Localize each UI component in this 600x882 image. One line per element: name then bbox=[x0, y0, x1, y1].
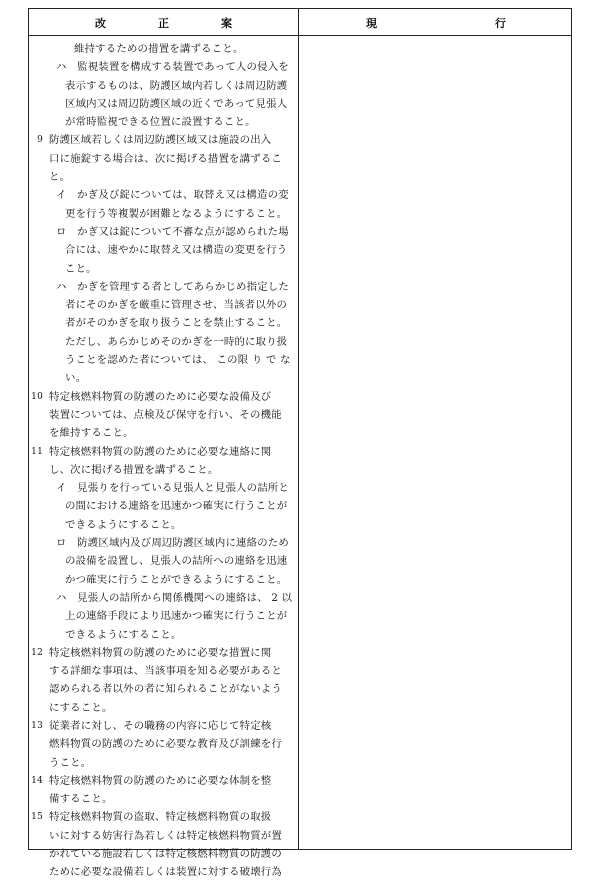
line-text: 従業者に対し、その職務の内容に応じて特定核 bbox=[49, 719, 272, 732]
line-text: こと。 bbox=[65, 262, 97, 275]
text-line bbox=[29, 369, 298, 387]
text-line bbox=[29, 205, 298, 223]
text-line bbox=[29, 680, 298, 698]
text-line bbox=[29, 790, 298, 808]
text-line bbox=[29, 845, 298, 863]
header-current-char-1: 現 bbox=[366, 16, 377, 30]
line-text: 装置については、点検及び保守を行い、その機能 bbox=[49, 408, 282, 421]
text-line bbox=[29, 314, 298, 332]
text-line bbox=[29, 186, 298, 204]
text-line bbox=[29, 113, 298, 131]
line-text: する詳細な事項は、当該事項を知る必要があると bbox=[49, 665, 282, 678]
line-text: 者がそのかぎを取り扱うことを禁止すること。 bbox=[65, 317, 288, 330]
line-text: 更を行う等複製が困難となるようにすること。 bbox=[65, 207, 288, 220]
line-text: と。 bbox=[49, 171, 71, 184]
text-line bbox=[29, 479, 298, 497]
line-text: ただし、あらかじめそのかぎを一時的に取り扱 bbox=[65, 335, 288, 348]
item-number: 11 bbox=[31, 446, 43, 457]
line-text: 燃料物質の防護のために必要な教育及び訓練を行 bbox=[49, 738, 282, 751]
line-text: し、次に掲げる措置を講ずること。 bbox=[49, 463, 219, 476]
line-text: ハ かぎを管理する者としてあらかじめ指定した bbox=[56, 280, 289, 293]
line-text: 特定核燃料物質の盗取、特定核燃料物質の取扱 bbox=[49, 811, 272, 824]
item-number: 13 bbox=[31, 720, 43, 731]
text-line bbox=[29, 772, 298, 790]
text-line bbox=[29, 95, 298, 113]
line-text: 合には、速やかに取替え又は構造の変更を行う bbox=[65, 244, 288, 257]
text-line bbox=[29, 589, 298, 607]
item-number: 9 bbox=[37, 135, 43, 146]
text-line bbox=[29, 516, 298, 534]
text-line bbox=[29, 77, 298, 95]
text-line bbox=[29, 863, 298, 881]
line-text: 者にそのかぎを厳重に管理させ、当該者以外の bbox=[65, 299, 288, 312]
text-line bbox=[29, 168, 298, 186]
text-line bbox=[29, 296, 298, 314]
text-line bbox=[29, 58, 298, 76]
item-number: 12 bbox=[31, 647, 43, 658]
line-text: にすること。 bbox=[49, 701, 113, 714]
line-text: ハ 見張人の詰所から関係機関への連絡は、 2 以 bbox=[56, 591, 293, 604]
line-text: 区域内又は周辺防護区域の近くであって見張人 bbox=[65, 97, 288, 110]
line-text: が常時監視できる位置に設置すること。 bbox=[65, 116, 256, 129]
line-text: 特定核燃料物質の防護のために必要な措置に関 bbox=[49, 646, 272, 659]
line-text: イ 見張りを行っている見張人と見張人の詰所と bbox=[56, 482, 289, 495]
text-line bbox=[29, 131, 298, 149]
text-line bbox=[29, 607, 298, 625]
line-text: できるようにすること。 bbox=[65, 518, 182, 531]
item-number: 14 bbox=[31, 775, 43, 786]
line-text: イ かぎ及び錠については、取替え又は構造の変 bbox=[56, 189, 289, 202]
line-text: うことを認めた者については、 この限 り で な bbox=[65, 354, 291, 367]
text-line bbox=[29, 552, 298, 570]
text-line bbox=[29, 497, 298, 515]
header-current-char-2: 行 bbox=[495, 16, 506, 30]
header-revised-proposal bbox=[29, 9, 298, 36]
text-line bbox=[29, 626, 298, 644]
line-text: ハ 監視装置を構成する装置であって人の侵入を bbox=[56, 61, 289, 74]
header-revised-char-2: 正 bbox=[158, 16, 169, 30]
text-line bbox=[29, 735, 298, 753]
line-text: 備すること。 bbox=[49, 793, 113, 806]
line-text: 表示するものは、防護区域内若しくは周辺防護 bbox=[65, 79, 288, 92]
revised-column-text bbox=[29, 36, 298, 882]
line-text: 特定核燃料物質の防護のために必要な体制を整 bbox=[49, 774, 272, 787]
text-line bbox=[29, 717, 298, 735]
line-text: 特定核燃料物質の防護のために必要な設備及び bbox=[49, 390, 272, 403]
line-text: の設備を設置し、見張人の詰所への連絡を迅速 bbox=[65, 555, 288, 568]
header-revised-char-1: 改 bbox=[95, 16, 106, 30]
text-line bbox=[29, 534, 298, 552]
text-line bbox=[29, 644, 298, 662]
line-text: 維持するための措置を講ずること。 bbox=[74, 43, 244, 55]
text-line bbox=[29, 808, 298, 826]
line-text: 防護区域若しくは周辺防護区域又は施設の出入 bbox=[49, 134, 272, 147]
text-line bbox=[29, 699, 298, 717]
line-text: 認められる者以外の者に知られることがないよう bbox=[49, 683, 282, 696]
text-line bbox=[29, 40, 298, 58]
line-text: ロ 防護区域内及び周辺防護区域内に連絡のため bbox=[56, 537, 289, 550]
line-text: かれている施設若しくは特定核燃料物質の防護の bbox=[49, 848, 282, 861]
text-line bbox=[29, 662, 298, 680]
line-text: ロ かぎ又は錠について不審な点が認められた場 bbox=[56, 225, 289, 238]
line-text: い。 bbox=[65, 372, 87, 385]
text-line bbox=[29, 443, 298, 461]
text-line bbox=[29, 827, 298, 845]
item-number: 10 bbox=[31, 391, 43, 402]
text-line bbox=[29, 571, 298, 589]
text-line bbox=[29, 461, 298, 479]
line-text: 上の連絡手段により迅速かつ確実に行うことが bbox=[65, 610, 288, 623]
text-line bbox=[29, 150, 298, 168]
line-text: を維持すること。 bbox=[49, 427, 134, 440]
line-text: うこと。 bbox=[49, 756, 92, 769]
text-line bbox=[29, 223, 298, 241]
text-line bbox=[29, 406, 298, 424]
text-line bbox=[29, 260, 298, 278]
text-line bbox=[29, 388, 298, 406]
line-text: 特定核燃料物質の防護のために必要な連絡に関 bbox=[49, 445, 272, 458]
line-text: できるようにすること。 bbox=[65, 628, 182, 641]
text-line bbox=[29, 241, 298, 259]
header-current bbox=[299, 9, 573, 36]
line-text: いに対する妨害行為若しくは特定核燃料物質が置 bbox=[49, 829, 282, 842]
text-line bbox=[29, 754, 298, 772]
line-text: ために必要な設備若しくは装置に対する破壊行為 bbox=[49, 866, 282, 879]
column-divider bbox=[298, 9, 299, 849]
table-header bbox=[29, 9, 571, 36]
text-line bbox=[29, 351, 298, 369]
line-text: かつ確実に行うことができるようにすること。 bbox=[65, 573, 288, 586]
comparison-table bbox=[28, 8, 572, 879]
line-text: 口に施錠する場合は、次に掲げる措置を講ずるこ bbox=[49, 152, 282, 165]
header-revised-char-3: 案 bbox=[221, 16, 232, 30]
text-line bbox=[29, 333, 298, 351]
text-line bbox=[29, 424, 298, 442]
line-text: の間における連絡を迅速かつ確実に行うことが bbox=[65, 500, 288, 513]
text-line bbox=[29, 278, 298, 296]
item-number: 15 bbox=[31, 812, 43, 823]
